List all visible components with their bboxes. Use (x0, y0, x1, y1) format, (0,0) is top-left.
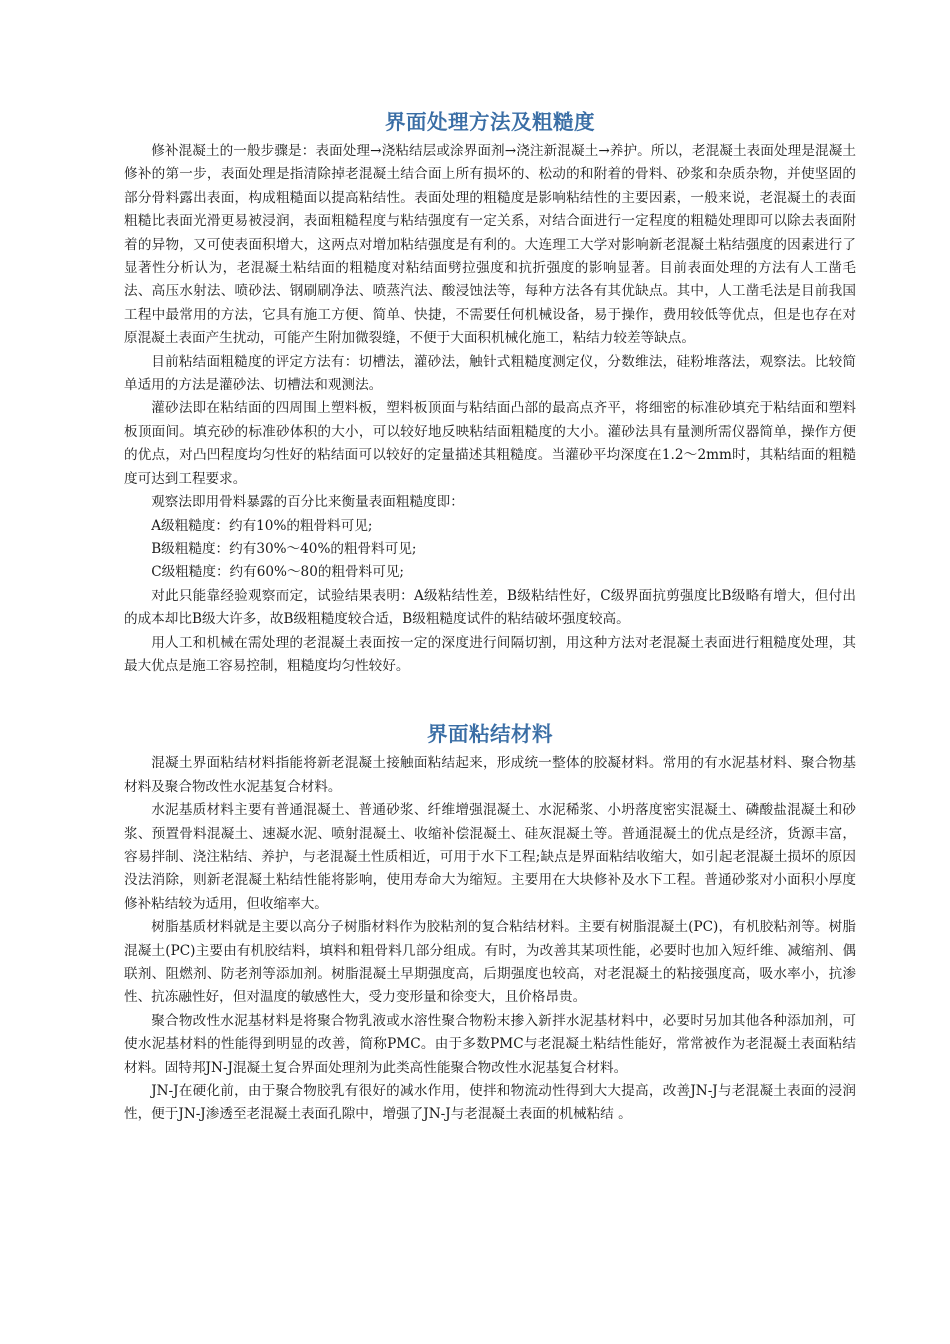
paragraph-cement-materials: 水泥基质材料主要有普通混凝土、普通砂浆、纤维增强混凝土、水泥稀浆、小坍落度密实混凝土、磷酸盐混凝土和砂浆、预置骨料混凝土、速凝水泥、喷射混凝土、收缩补偿混凝土、硅灰混凝土等。普通混凝土的优点是经济，货源丰富，容易拌制、浇注粘结、养护，与老混凝土性质相近，可用于水下工程;缺点是界面粘结收缩大，如引起老混凝土损坏的原因没法消除，则新老混凝土粘结性能将影响，使用寿命大为缩短。主要用在大块修补及水下工程。普通砂浆对小面积小厚度修补粘结较为适用，但收缩率大。 (124, 802, 856, 912)
paragraph-grade-a: A级粗糙度：约有10%的粗骨料可见; (151, 517, 373, 534)
paragraph-roughness-methods: 目前粘结面粗糙度的评定方法有：切槽法，灌砂法，触针式粗糙度测定仪，分数维法，硅粉堆落法，观察法。比较简单适用的方法是灌砂法、切槽法和观测法。 (124, 353, 856, 394)
paragraph-repair-steps: 修补混凝土的一般步骤是：表面处理→浇粘结层或涂界面剂→浇注新混凝土→养护。所以，老混凝土表面处理是混凝土修补的第一步，表面处理是指清除掉老混凝土结合面上所有损坏的、松动的和附着的骨料、砂浆和杂质杂物，并使坚固的部分骨料露出表面，构成粗糙面以提高粘结性。表面处理的粗糙度是影响粘结性的主要因素，一般来说，老混凝土的表面粗糙比表面光滑更易被浸润，表面粗糙程度与粘结强度有一定关系，对结合面进行一定程度的粗糙处理即可以除去表面附着的异物，又可使表面积增大，这两点对增加粘结强度是有利的。大连理工大学对影响新老混凝土粘结强度的因素进行了显著性分析认为，老混凝土粘结面的粗糙度对粘结面劈拉强度和抗折强度的影响显著。目前表面处理的方法有人工凿毛法、高压水射法、喷砂法、钢刷刷净法、喷蒸汽法、酸浸蚀法等，每种方法各有其优缺点。其中，人工凿毛法是目前我国工程中最常用的方法，它具有施工方便、简单、快捷，不需要任何机械设备，易于操作，费用较低等优点，但是也存在对原混凝土表面产生扰动，可能产生附加微裂缝，不便于大面积机械化施工，粘结力较差等缺点。 (124, 143, 856, 347)
section-title-bonding-materials: 界面粘结材料 (427, 722, 553, 747)
paragraph-cutting-method: 用人工和机械在需处理的老混凝土表面按一定的深度进行间隔切割，用这种方法对老混凝土表面进行粗糙度处理，其最大优点是施工容易控制，粗糙度均匀性较好。 (124, 634, 856, 674)
paragraph-observation-method: 观察法即用骨料暴露的百分比来衡量表面粗糙度即： (151, 494, 464, 511)
paragraph-resin-materials: 树脂基质材料就是主要以高分子树脂材料作为胶粘剂的复合粘结材料。主要有树脂混凝土(PC)，有机胶粘剂等。树脂混凝土(PC)主要由有机胶结料，填料和粗骨料几部分组成。有时，为改善其某项性能，必要时也加入短纤维、减缩剂、偶联剂、阻燃剂、防老剂等添加剂。树脂混凝土早期强度高，后期强度也较高，对老混凝土的粘接强度高，吸水率小，抗渗性、抗冻融性好，但对温度的敏感性大，受力变形量和徐变大，且价格昂贵。 (124, 919, 856, 1006)
document-page (124, 104, 856, 1127)
paragraph-polymer-modified: 聚合物改性水泥基材料是将聚合物乳液或水溶性聚合物粉末掺入新拌水泥基材料中，必要时另加其他各种添加剂，可使水泥基材料的性能得到明显的改善，简称PMC。由于多数PMC与老混凝土粘结性能好，常常被作为老混凝土表面粘结材料。固特邦JN-J混凝土复合界面处理剂为此类高性能聚合物改性水泥基复合材料。 (124, 1012, 856, 1076)
paragraph-bonding-intro: 混凝土界面粘结材料指能将新老混凝土接触面粘结起来，形成统一整体的胶凝材料。常用的有水泥基材料、聚合物基材料及聚合物改性水泥基复合材料。 (124, 755, 856, 795)
paragraph-sand-filling: 灌砂法即在粘结面的四周围上塑料板，塑料板顶面与粘结面凸部的最高点齐平，将细密的标准砂填充于粘结面和塑料板顶面间。填充砂的标准砂体积的大小，可以较好地反映粘结面粗糙度的大小。灌砂法具有量测所需仪器简单，操作方便的优点，对凸凹程度均匀性好的粘结面可以较好的定量描述其粗糙度。当灌砂平均深度在1.2～2mm时，其粘结面的粗糙度可达到工程要求。 (124, 400, 856, 487)
section-title-surface-treatment: 界面处理方法及粗糙度 (385, 110, 595, 134)
paragraph-jnj: JN-J在硬化前，由于聚合物胶乳有很好的减水作用，使拌和物流动性得到大大提高，改善JN-J与老混凝土表面的浸润性，便于JN-J渗透至老混凝土表面孔隙中，增强了JN-J与老混凝土表面的机械粘结 。 (124, 1083, 856, 1123)
paragraph-test-results: 对此只能靠经验观察而定，试验结果表明：A级粘结性差，B级粘结性好，C级界面抗剪强度比B级略有增大，但付出的成本却比B级大许多，故B级粗糙度较合适，B级粗糙度试件的粘结破坏强度较高。 (124, 587, 856, 628)
paragraph-grade-b: B级粗糙度：约有30%～40%的粗骨料可见; (151, 540, 417, 557)
paragraph-grade-c: C级粗糙度：约有60%～80的粗骨料可见; (151, 564, 404, 581)
